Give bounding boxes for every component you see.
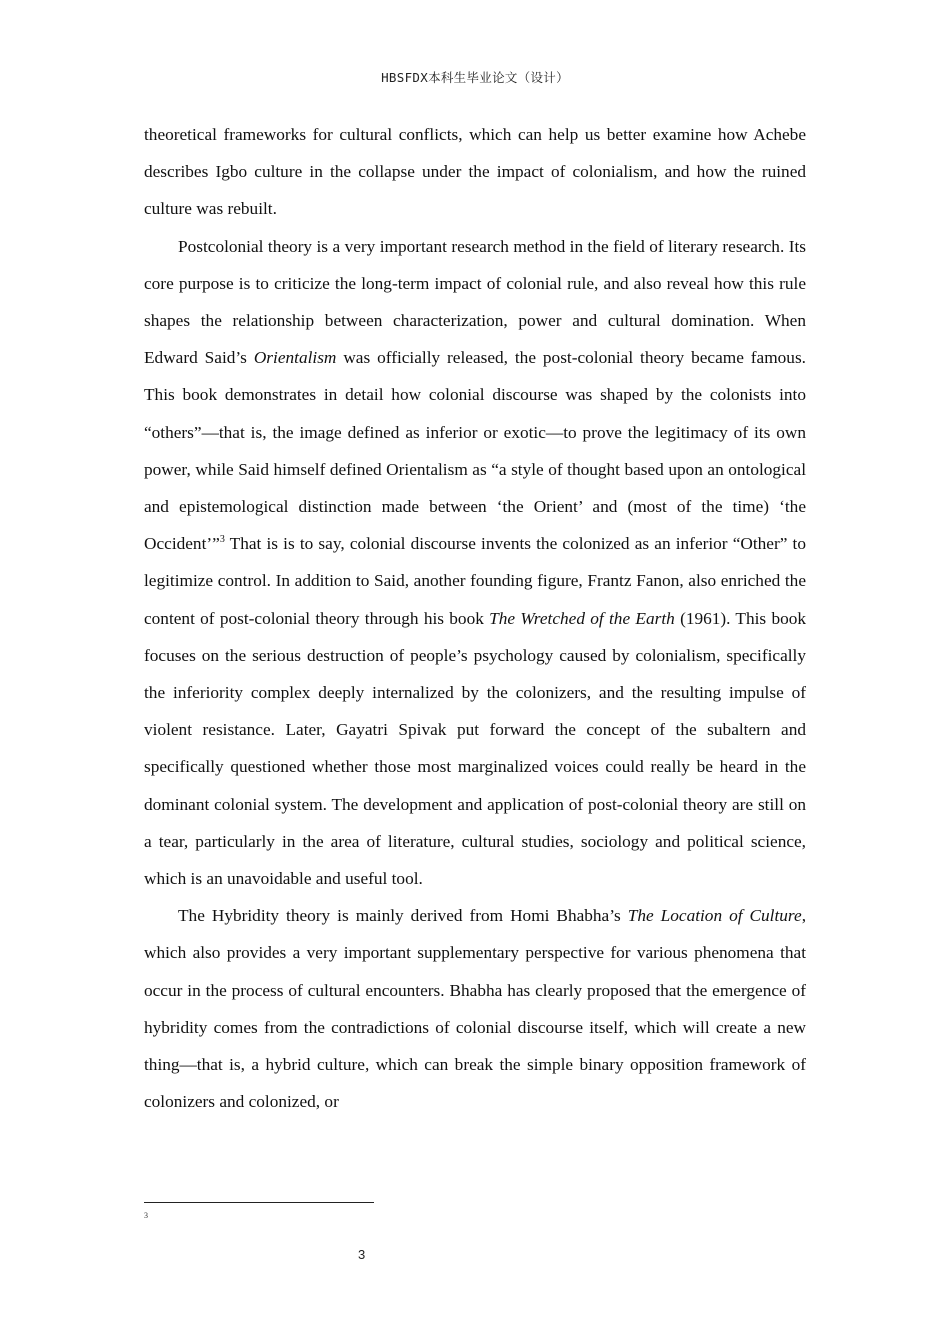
footnote-separator [144, 1202, 374, 1203]
text-run: That is is to say, colonial discourse invents the colonized as an inferior “Other” to legitimize control. In addition to Said, another founding figure, Frantz Fanon, also enriched the content of post-colonial theory through his book [144, 534, 806, 628]
paragraph-postcolonial-theory [144, 228, 806, 898]
book-title-wretched-of-the-earth: The Wretched of the Earth [489, 608, 675, 628]
footnote-number: 3 [144, 1211, 148, 1220]
text-run: Postcolonial theory is a very important research method in the field of literary research. Its core purpose is to criticize the long-term impact of colonial rule, and also reveal how this rule shapes the relationship between characterization, power and cultural domination. When Edward Said’s [144, 236, 806, 368]
text-run: (1961). This book focuses on the serious destruction of people’s psychology caused by colonialism, specifically the inferiority complex deeply internalized by the colonizers, and the resulting impulse of violent resistance. Later, Gayatri Spivak put forward the concept of the subaltern and specifically questioned whether those most marginalized voices could really be heard in the dominant colonial system. The development and application of post-colonial theory are still on a tear, particularly in the area of literature, cultural studies, sociology and political science, which is an unavoidable and useful tool. [144, 608, 807, 889]
body-text [144, 116, 806, 1120]
paragraph-continuation: theoretical frameworks for cultural conflicts, which can help us better examine how Achebe describes Igbo culture in the collapse under the impact of colonialism, and how the ruined culture was rebuilt. [144, 125, 806, 219]
text-run: was officially released, the post-colonial theory became famous. This book demonstrates in detail how colonial discourse was shaped by the colonists into “others”—that is, the image defined as inferior or exotic—to prove the legitimacy of its own power, while Said himself defined Orientalism as “a style of thought based upon an ontological and epistemological distinction made between ‘the Orient’ and (most of the time) ‘the Occident’” [144, 348, 806, 554]
footnote-reference[interactable]: 3 [219, 534, 225, 546]
running-header: HBSFDX本科生毕业论文（设计） [381, 70, 569, 85]
book-title-orientalism: Orientalism [253, 348, 337, 368]
page-number: 3 [358, 1247, 366, 1262]
paragraph-hybridity-theory [144, 897, 806, 1120]
book-title-location-of-culture: The Location of Culture [627, 906, 802, 926]
text-run: The Hybridity theory is mainly derived from Homi Bhabha’s [178, 906, 628, 926]
text-run: , which also provides a very important supplementary perspective for various phenomena that occur in the process of cultural encounters. Bhabha has clearly proposed that the emergence of hybridity comes from the contradictions of colonial discourse itself, which will create a new thing—that is, a hybrid culture, which can break the simple binary opposition framework of colonizers and colonized, or [144, 906, 807, 1112]
